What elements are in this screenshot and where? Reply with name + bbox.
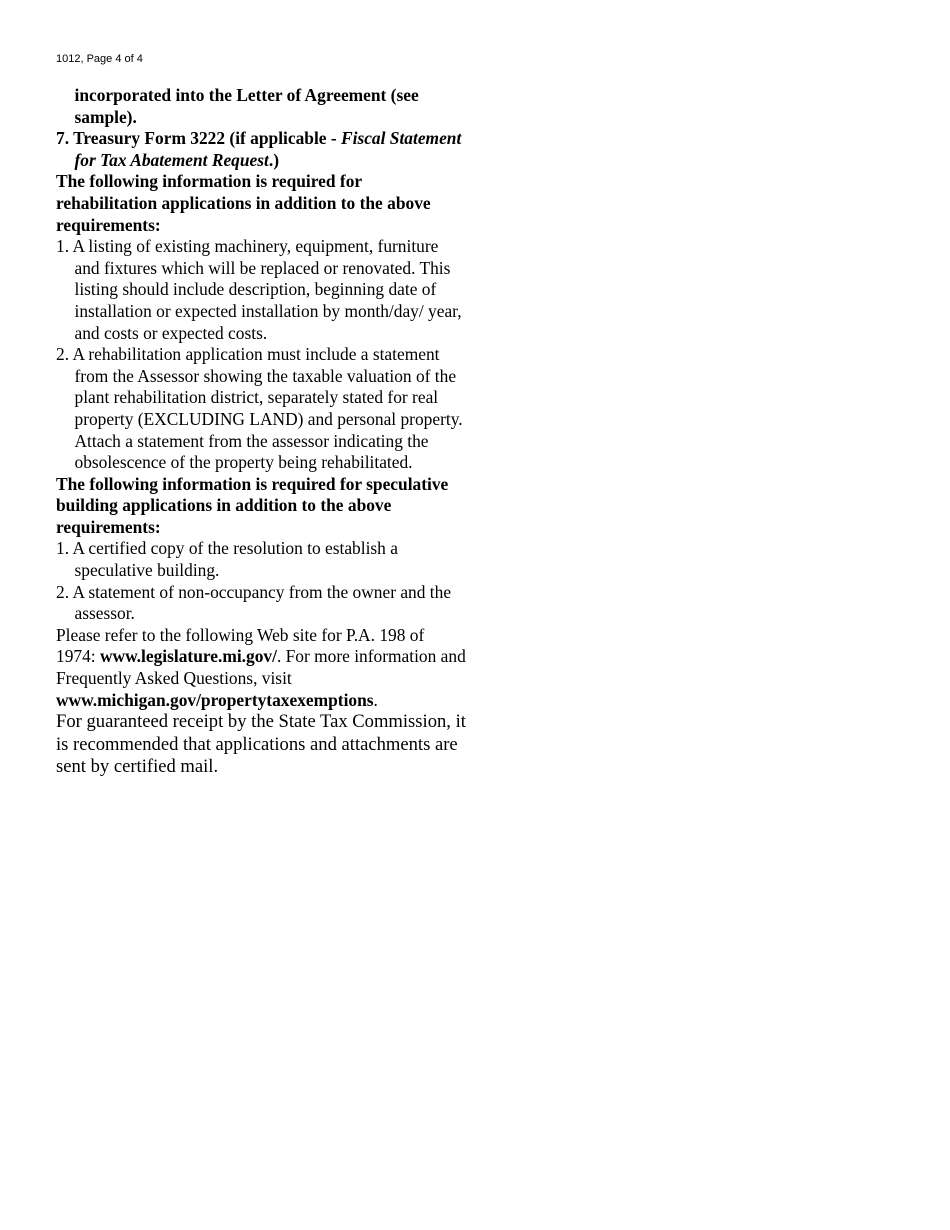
item-7-number: 7.	[56, 128, 70, 149]
spec-item-1-number: 1.	[56, 538, 70, 559]
continuation-text: incorporated into the Letter of Agreement (see sample).	[74, 85, 419, 127]
spec-item-1	[56, 538, 466, 581]
certified-mail-paragraph: For guaranteed receipt by the State Tax Commission, it is recommended that applications and attachments are sent by certified mail.	[56, 711, 466, 778]
web-reference-text-2: . For more information and Frequently Asked Questions, visit	[56, 646, 466, 689]
rehab-item-2-number: 2.	[56, 344, 70, 365]
rehab-item-1-number: 1.	[56, 236, 70, 257]
property-tax-exemptions-link[interactable]: www.michigan.gov/propertytaxexemptions	[56, 689, 374, 710]
item-7-form-title: Fiscal Statement for Tax Abatement Request	[74, 128, 462, 170]
rehab-item-1	[56, 236, 466, 344]
item-7-lead: Treasury Form 3222 (if applicable -	[73, 128, 342, 149]
spec-heading: The following information is required for speculative building applications in addition to the above requirements:	[56, 473, 449, 537]
spec-item-2	[56, 582, 466, 625]
rehab-item-1-text: A listing of existing machinery, equipment, furniture and fixtures which will be replaced or renovated. This listing should include description, beginning date of installation or expected installation by month/day/ year, and costs or expected costs.	[72, 236, 462, 343]
web-reference-text-3: .	[373, 689, 378, 710]
item-7-tail: .)	[268, 149, 280, 170]
item-7	[56, 128, 466, 171]
page-header: 1012, Page 4 of 4	[56, 53, 143, 65]
web-reference-text-1: Please refer to the following Web site for P.A. 198 of 1974:	[56, 624, 425, 667]
instructions-column	[56, 85, 466, 778]
legislature-link[interactable]: www.legislature.mi.gov/	[99, 646, 277, 667]
web-reference-paragraph	[56, 625, 466, 711]
rehab-item-2-text: A rehabilitation application must include a statement from the Assessor showing the taxable valuation of the plant rehabilitation district, separately stated for real property (EXCLUDING LAND) and personal property. Attach a statement from the assessor indicating the obsolescence of the property being rehabilitated.	[72, 344, 463, 473]
rehab-heading: The following information is required for rehabilitation applications in addition to the above requirements:	[56, 171, 431, 235]
spec-item-1-text: A certified copy of the resolution to establish a speculative building.	[72, 538, 398, 581]
rehab-item-2	[56, 344, 466, 474]
spec-item-2-number: 2.	[56, 581, 70, 602]
spec-item-2-text: A statement of non-occupancy from the owner and the assessor.	[72, 581, 452, 624]
